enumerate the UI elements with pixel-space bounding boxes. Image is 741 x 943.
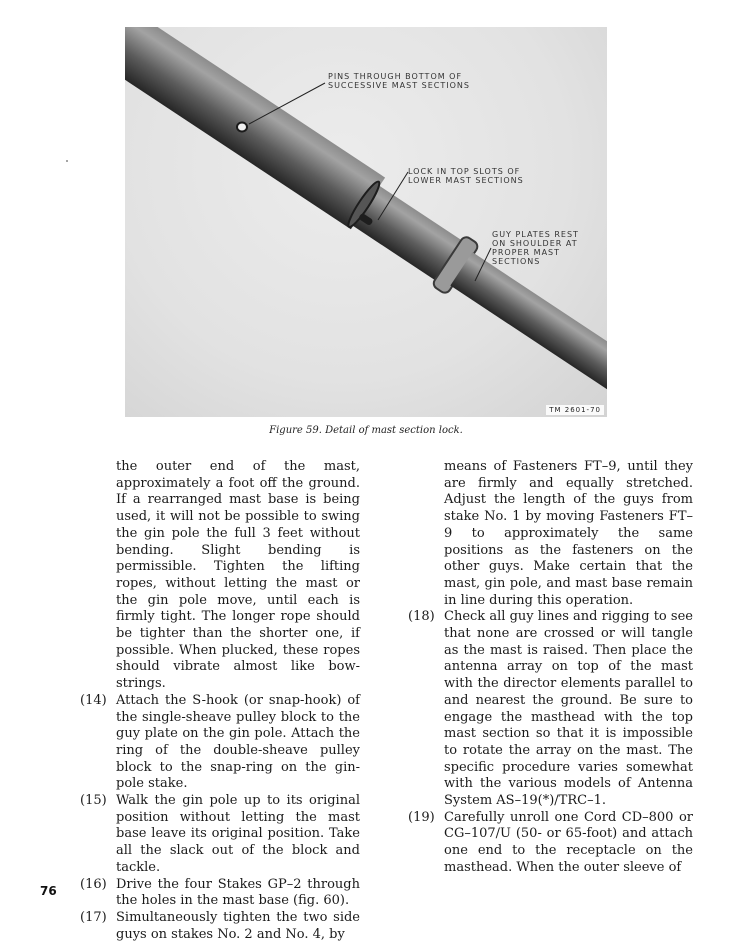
callout-lock: LOCK IN TOP SLOTS OF LOWER MAST SECTIONS: [408, 167, 524, 185]
callout-pins: PINS THROUGH BOTTOM OF SUCCESSIVE MAST SECTIONS: [328, 72, 470, 90]
paragraph-text: means of Fasteners FT–9, until they are firmly and equally stretched. Adjust the length of the guys from stake No. 1 by moving Fasteners FT–9 to approximately the same positions as the fasteners on the other guys. Make certain that the mast, gin pole, and mast base remain in line during this operation.: [444, 459, 693, 608]
paragraph-number: (15): [80, 793, 107, 809]
paragraph-number: (18): [408, 609, 435, 625]
page-number: 76: [40, 884, 57, 898]
paragraph-15: [80, 793, 360, 877]
paragraph-text: Drive the four Stakes GP–2 through the holes in the mast base (fig. 60).: [116, 876, 360, 909]
paragraph-16: [80, 877, 360, 910]
paragraph-text: Carefully unroll one Cord CD–800 or CG–107/U (50- or 65-foot) and attach one end to the receptacle on the masthead. When the outer sleeve of: [444, 809, 693, 875]
paragraph-continued: [80, 459, 360, 693]
paragraph-text: Check all guy lines and rigging to see that none are crossed or will tangle as the mast is raised. Then place the antenna array on top of the mast with the director elements parallel to and nearest the ground. Be sure to engage the masthead with the top mast section so that it is impossible to rotate the array on the mast. The specific procedure varies somewhat with the various models of Antenna System AS–19(*)/TRC–1.: [444, 609, 693, 809]
stray-mark: [66, 160, 68, 162]
paragraph-number: (14): [80, 692, 107, 708]
paragraph-text: the outer end of the mast, approximately a foot off the ground. If a rearranged mast base is being used, it will not be possible to swing the gin pole the full 3 feet without bending. Slight bending is permissible. Tighten the lifting ropes, without letting the mast or the gin pole move, until each is firmly tight. The longer rope should be tighter than the shorter one, if possible. When plucked, these ropes should vibrate almost like bow-strings.: [116, 459, 360, 692]
lower-mast-section: [450, 252, 607, 412]
paragraph-14: [80, 693, 360, 793]
paragraph-continued: [408, 459, 693, 609]
figure-59-photo: [125, 27, 607, 417]
paragraph-number: (19): [408, 809, 435, 825]
paragraph-17: [80, 910, 360, 943]
paragraph-19: [408, 810, 693, 877]
paragraph-number: (16): [80, 876, 107, 892]
paragraph-number: (17): [80, 909, 107, 925]
callout-guy-plates: GUY PLATES REST ON SHOULDER AT PROPER MAST SECTIONS: [492, 230, 579, 266]
left-column: [80, 459, 360, 943]
upper-mast-section: [125, 27, 385, 229]
tm-label: TM 2601-70: [546, 405, 604, 415]
pin-hole: [237, 123, 247, 132]
paragraph-18: [408, 609, 693, 809]
paragraph-text: Simultaneously tighten the two side guys on stakes No. 2 and No. 4, by: [116, 909, 360, 942]
paragraph-text: Walk the gin pole up to its original position without letting the mast base leave its original position. Take all the slack out of the block and tackle.: [116, 793, 360, 875]
paragraph-text: Attach the S-hook (or snap-hook) of the single-sheave pulley block to the guy plate on the gin pole. Attach the ring of the double-sheave pulley block to the snap-ring on the gin-pole stake.: [116, 692, 360, 792]
right-column: [408, 459, 693, 877]
figure-caption: Figure 59. Detail of mast section lock.: [269, 425, 463, 436]
